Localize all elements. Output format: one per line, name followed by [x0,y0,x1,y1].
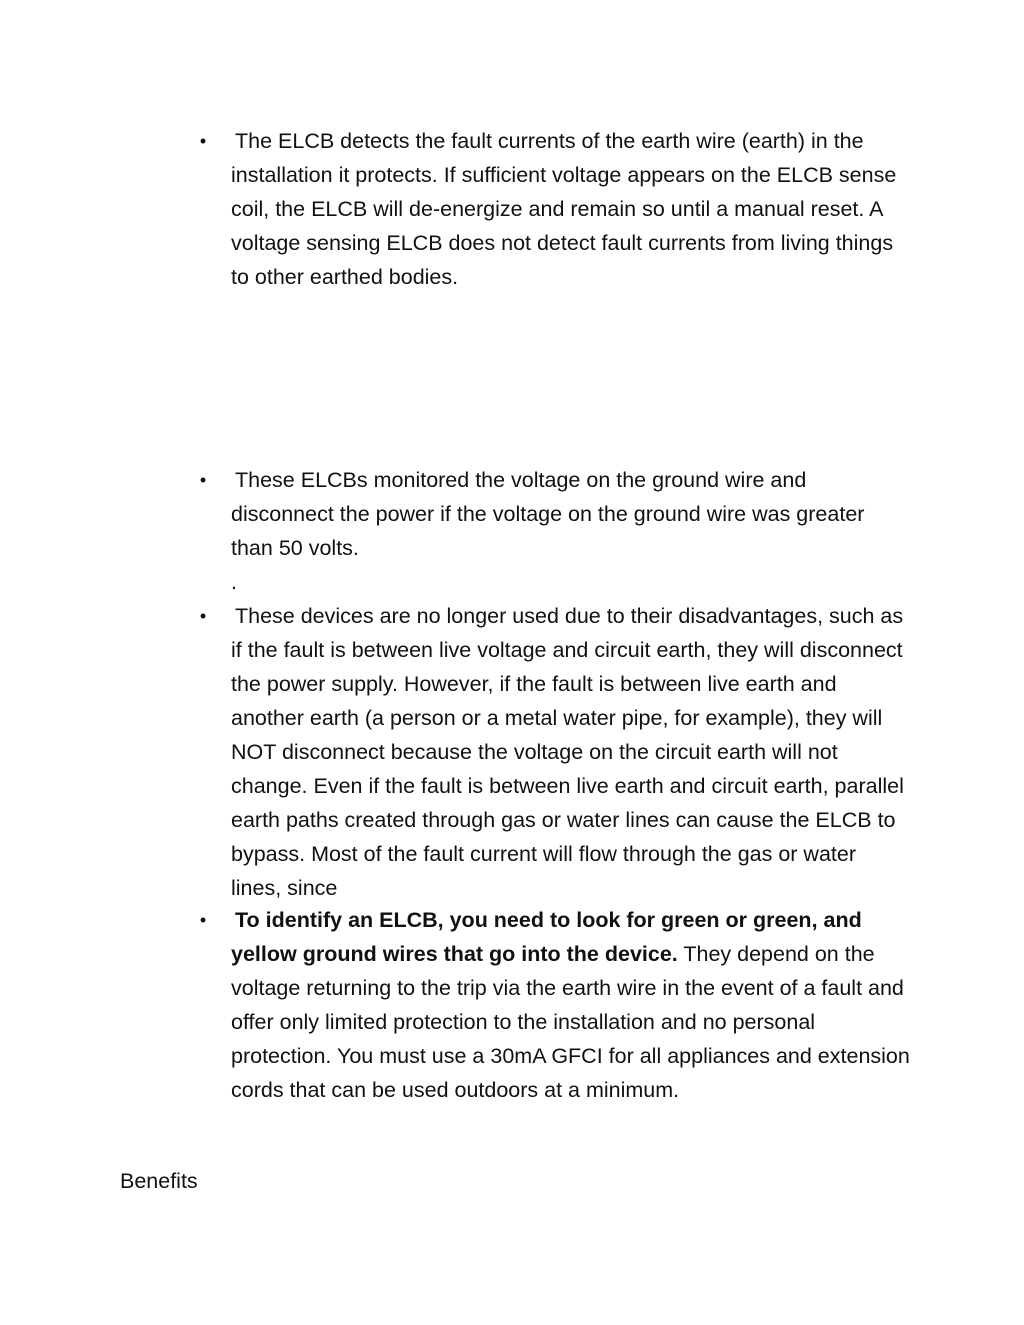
section-heading-benefits: Benefits [120,1169,198,1193]
bullet-text: The ELCB detects the fault currents of the earth wire (earth) in the installation it protects. If sufficient voltage appears on the ELCB sense coil, the ELCB will de-energize and remain so until a manual reset. A voltage sensing ELCB does not detect fault currents from living things to other earthed bodies. [231,129,897,289]
bullet-text: These devices are no longer used due to their disadvantages, such as if the fault is between live voltage and circuit earth, they will disconnect the power supply. However, if the fault is between live earth and another earth (a person or a metal water pipe, for example), they will NOT disconnect because the voltage on the circuit earth will not change. Even if the fault is between live earth and circuit earth, parallel earth paths created through gas or water lines can cause the ELCB to bypass. Most of the fault current will flow through the gas or water lines, since [231,604,904,900]
bullet-bold-text: To identify an ELCB, you need to look for green or green, and yellow ground wires that go into the device. [231,908,862,966]
bullet-item-disadvantages [199,599,911,905]
bullet-marker: • [199,131,207,151]
bullet-item-elcb-detection [199,124,911,294]
stray-dot: . [231,570,237,594]
bullet-marker: • [199,606,207,626]
bullet-text: They depend on the voltage returning to the trip via the earth wire in the event of a fault and offer only limited protection to the installation and no personal protection. You must use a 30mA GFCI for all appliances and extension cords that can be used outdoors at a minimum. [231,942,910,1102]
bullet-marker: • [199,470,207,490]
bullet-item-voltage-monitoring [199,463,911,565]
bullet-item-identify-elcb [199,903,911,1107]
bullet-text: These ELCBs monitored the voltage on the ground wire and disconnect the power if the voltage on the ground wire was greater than 50 volts. [231,468,865,560]
bullet-marker: • [199,910,207,930]
